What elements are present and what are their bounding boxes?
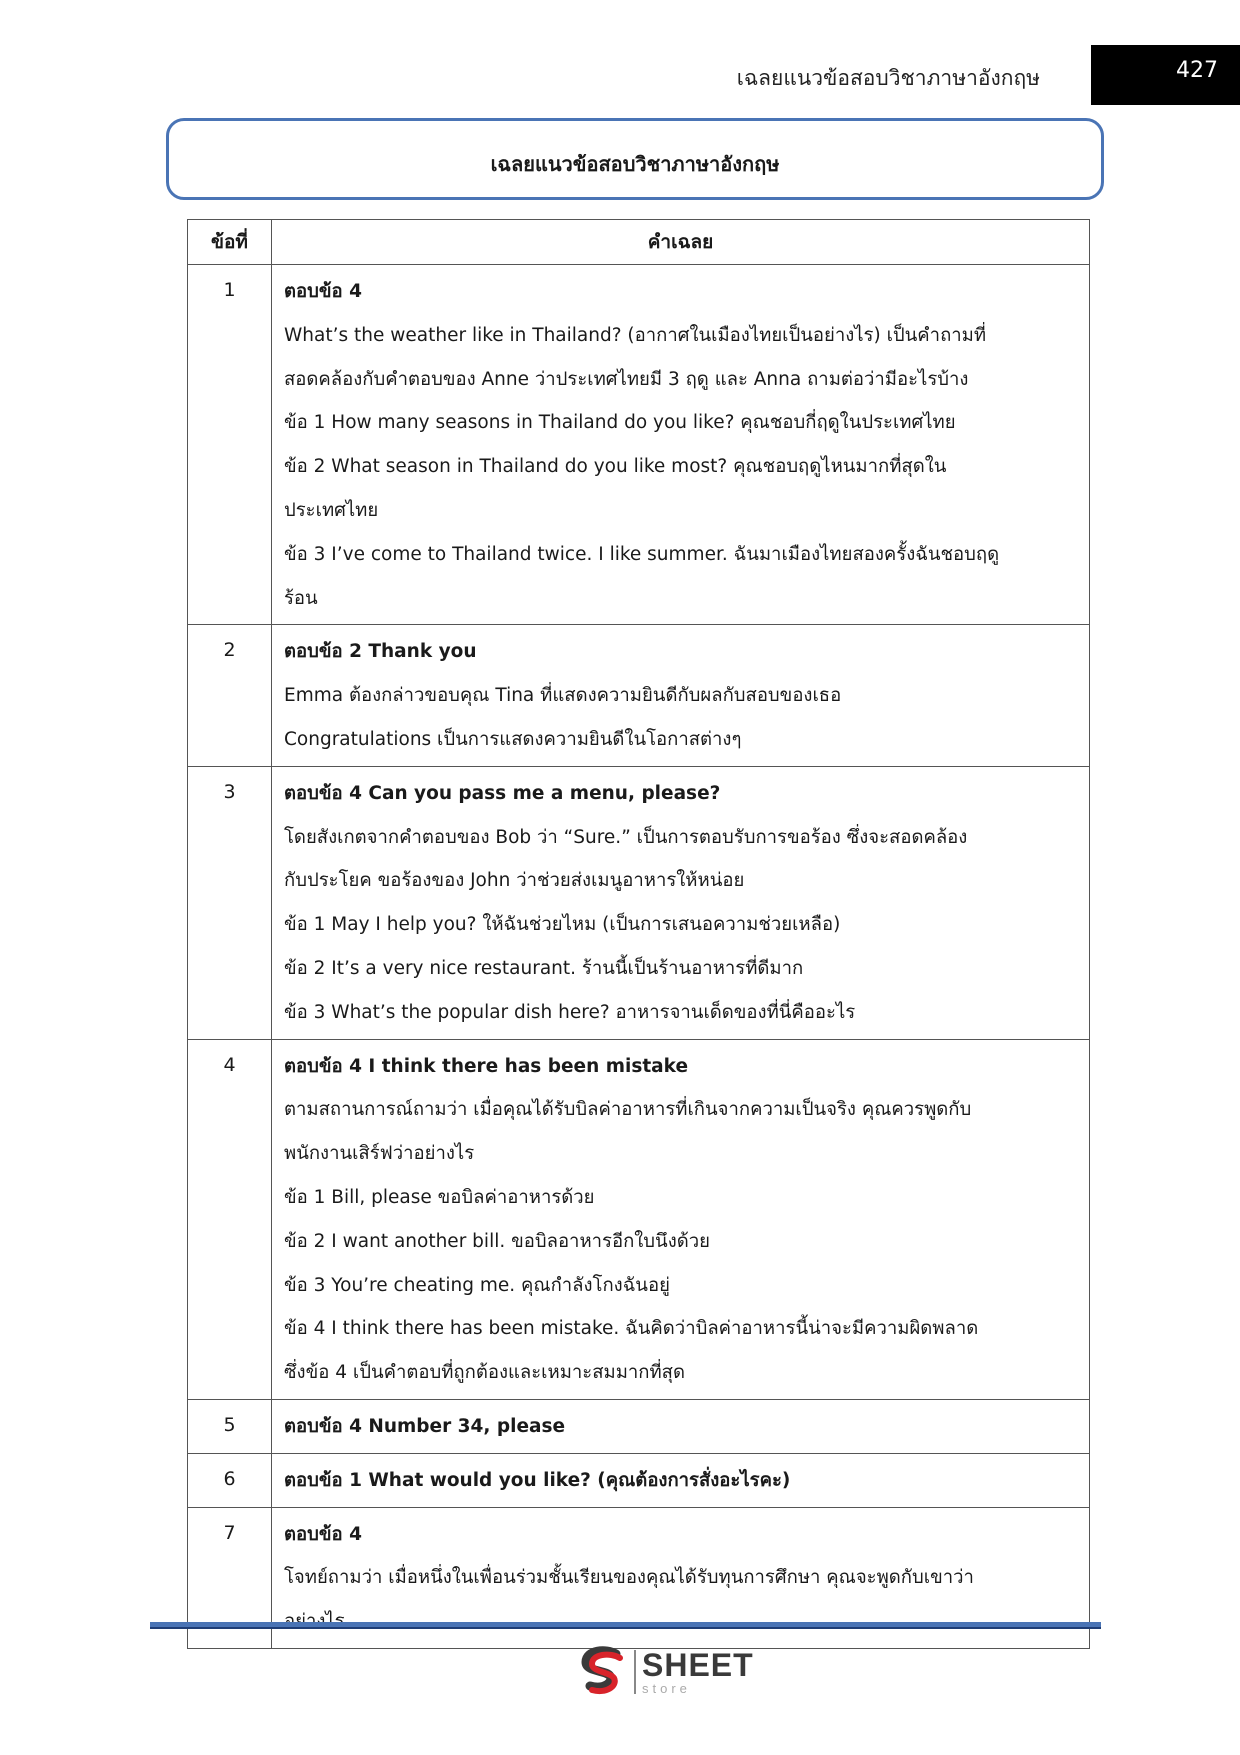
explanation-line: ข้อ 1 How many seasons in Thailand do you like? คุณชอบกี่ฤดูในประเทศไทย [284, 412, 956, 434]
explanation-line: ข้อ 2 What season in Thailand do you like most? คุณชอบฤดูไหนมากที่สุดใน [284, 456, 947, 478]
answer-key-line: ตอบข้อ 2 Thank you [284, 641, 477, 663]
answer-explanation [272, 625, 1090, 766]
document-title: เฉลยแนวข้อสอบวิชาภาษาอังกฤษ [490, 152, 780, 176]
running-header-title: เฉลยแนวข้อสอบวิชาภาษาอังกฤษ [736, 66, 1040, 90]
answer-table [187, 219, 1090, 1649]
title-box [166, 118, 1104, 200]
explanation-line: ข้อ 1 Bill, please ขอบิลค่าอาหารด้วย [284, 1186, 595, 1208]
explanation-line: สอดคล้องกับคำตอบของ Anne ว่าประเทศไทยมี 3 ฤดู และ Anna ถามต่อว่ามีอะไรบ้าง [284, 368, 969, 390]
table-header-row [188, 220, 1090, 265]
table-row [188, 1399, 1090, 1453]
logo-sheet-text: SHEET [642, 1647, 754, 1683]
answer-explanation [272, 766, 1090, 1039]
answer-explanation [272, 1453, 1090, 1507]
page-number-box [1091, 45, 1240, 105]
explanation-line: พนักงานเสิร์ฟว่าอย่างไร [284, 1143, 475, 1165]
explanation-line: ตามสถานการณ์ถามว่า เมื่อคุณได้รับบิลค่าอาหารที่เกินจากความเป็นจริง คุณควรพูดกับ [284, 1099, 972, 1121]
question-number: 4 [188, 1039, 272, 1399]
answer-explanation [272, 1399, 1090, 1453]
explanation-line: Emma ต้องกล่าวขอบคุณ Tina ที่แสดงความยินดีกับผลกับสอบของเธอ [284, 685, 842, 707]
table-row [188, 625, 1090, 766]
explanation-line: ซึ่งข้อ 4 เป็นคำตอบที่ถูกต้องและเหมาะสมมากที่สุด [284, 1362, 685, 1384]
logo-wordmark [642, 1649, 754, 1695]
explanation-line: ข้อ 4 I think there has been mistake. ฉันคิดว่าบิลค่าอาหารนี้น่าจะมีความผิดพลาด [284, 1318, 979, 1340]
answer-table-body [188, 265, 1090, 1649]
question-number: 7 [188, 1507, 272, 1648]
question-number: 6 [188, 1453, 272, 1507]
footer-rule [150, 1622, 1101, 1629]
column-header-number: ข้อที่ [188, 220, 272, 265]
answer-key-line: ตอบข้อ 4 Can you pass me a menu, please? [284, 782, 721, 804]
answer-key-line: ตอบข้อ 4 I think there has been mistake [284, 1055, 689, 1077]
explanation-line: กับประโยค ขอร้องของ John ว่าช่วยส่งเมนูอาหารให้หน่อย [284, 870, 745, 892]
explanation-line: Congratulations เป็นการแสดงความยินดีในโอกาสต่างๆ [284, 728, 742, 750]
explanation-line: โดยสังเกตจากคำตอบของ Bob ว่า “Sure.” เป็นการตอบรับการขอร้อง ซึ่งจะสอดคล้อง [284, 826, 968, 848]
answer-explanation [272, 1039, 1090, 1399]
table-row [188, 1453, 1090, 1507]
explanation-line: โจทย์ถามว่า เมื่อหนึ่งในเพื่อนร่วมชั้นเรียนของคุณได้รับทุนการศึกษา คุณจะพูดกับเขาว่า [284, 1567, 974, 1589]
answer-key-line: ตอบข้อ 1 What would you like? (คุณต้องการสั่งอะไรคะ) [284, 1469, 791, 1491]
logo-store-text: store [642, 1681, 691, 1696]
sheet-store-logo [576, 1646, 754, 1698]
explanation-line: ข้อ 2 I want another bill. ขอบิลอาหารอีกใบนึงด้วย [284, 1230, 710, 1252]
explanation-line: ประเทศไทย [284, 499, 379, 521]
explanation-line: ข้อ 3 I’ve come to Thailand twice. I like summer. ฉันมาเมืองไทยสองครั้งฉันชอบฤดู [284, 543, 1000, 565]
page-number: 427 [1176, 58, 1218, 83]
question-number: 5 [188, 1399, 272, 1453]
table-row [188, 265, 1090, 625]
table-row [188, 766, 1090, 1039]
question-number: 2 [188, 625, 272, 766]
answer-key-line: ตอบข้อ 4 Number 34, please [284, 1415, 566, 1437]
explanation-line: ข้อ 2 It’s a very nice restaurant. ร้านนี้เป็นร้านอาหารที่ดีมาก [284, 957, 804, 979]
explanation-line: What’s the weather like in Thailand? (อากาศในเมืองไทยเป็นอย่างไร) เป็นคำถามที่ [284, 324, 987, 346]
explanation-line: ร้อน [284, 587, 318, 609]
answer-key-line: ตอบข้อ 4 [284, 1523, 362, 1545]
answer-explanation [272, 265, 1090, 625]
explanation-line: ข้อ 1 May I help you? ให้ฉันช่วยไหม (เป็นการเสนอความช่วยเหลือ) [284, 914, 841, 936]
sheet-store-logo-icon [576, 1646, 630, 1698]
question-number: 1 [188, 265, 272, 625]
question-number: 3 [188, 766, 272, 1039]
column-header-answer: คำเฉลย [272, 220, 1090, 265]
answer-key-line: ตอบข้อ 4 [284, 281, 362, 302]
explanation-line: ข้อ 3 What’s the popular dish here? อาหารจานเด็ดของที่นี่คืออะไร [284, 1001, 856, 1023]
explanation-line: ข้อ 3 You’re cheating me. คุณกำลังโกงฉันอยู่ [284, 1274, 670, 1296]
logo-divider [634, 1650, 636, 1694]
table-row [188, 1039, 1090, 1399]
